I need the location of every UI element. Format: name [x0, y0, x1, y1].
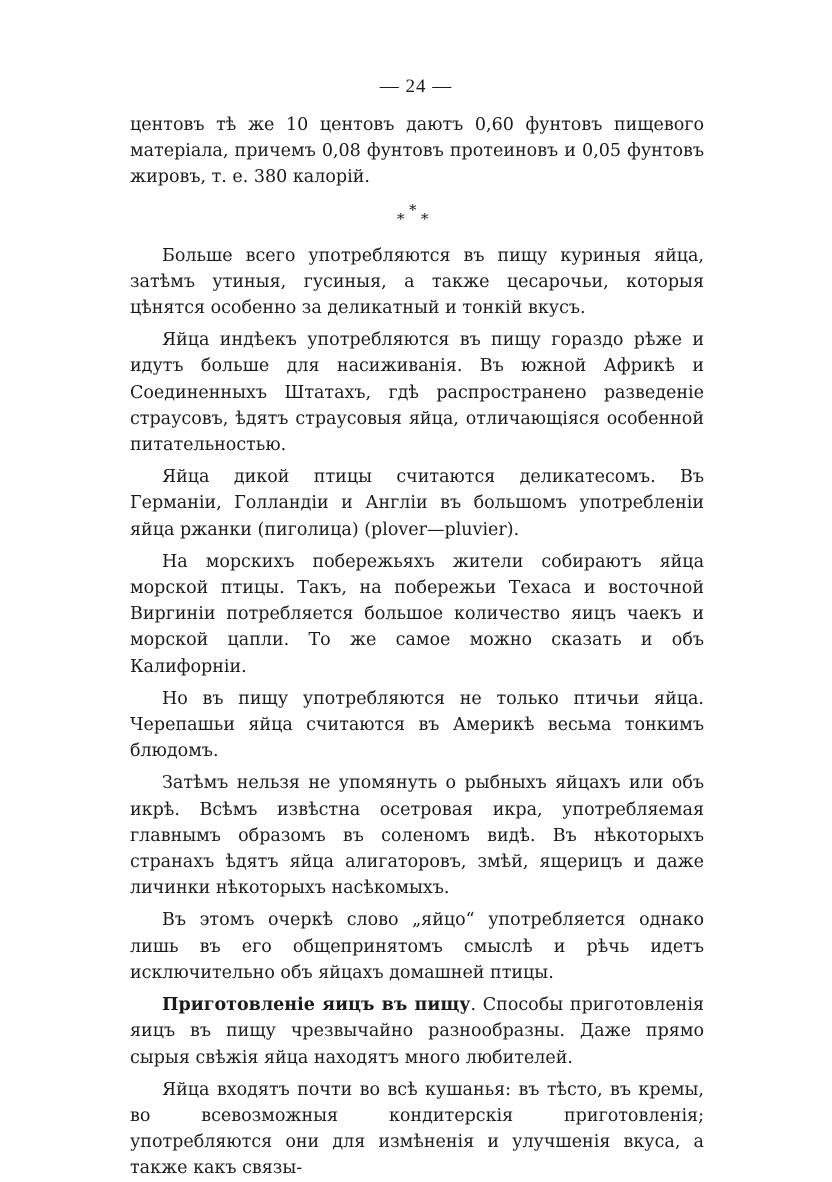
paragraph-wild-birds: Яйца дикой птицы считаются деликатесомъ. Въ Германіи, Голландіи и Англіи въ большомъ употребленіи яйца ржанки (пиголица) (plover—pluvier).	[130, 467, 704, 540]
paragraph-preparation	[130, 992, 704, 1071]
section-heading: Приготовленіе яицъ въ пищу	[162, 995, 471, 1016]
asterism-star-icon: *	[421, 209, 429, 228]
page-number: — 24 —	[379, 76, 453, 97]
asterism-star-icon: *	[409, 200, 417, 219]
paragraph-turkey-ostrich: Яйца индѣекъ употребляются въ пищу гораздо рѣже и идутъ больше для насиживанія. Въ южной Африкѣ и Соединенныхъ Штатахъ, гдѣ распространено разведеніе страусовъ, ѣдятъ страусовыя яйца, отличающіяся особенной питательностью.	[130, 330, 704, 456]
paragraph-uses: Яйца входятъ почти во всѣ кушанья: въ тѣсто, въ кремы, во всевозможныя кондитерскія приготовленія; употребляются они для измѣненія и улучшенія вкуса, а также какъ связы-	[130, 1079, 704, 1179]
paragraph-turtle-eggs: Но въ пищу употребляются не только птичьи яйца. Черепашьи яйца считаются въ Америкѣ весьма тонкимъ блюдомъ.	[130, 688, 704, 762]
paragraph-eggs-kinds: Больше всего употребляются въ пищу куриныя яйца, затѣмъ утиныя, гусиныя, а также цесарочьи, которыя цѣнятся особенно за деликатный и тонкій вкусъ.	[130, 245, 704, 319]
paragraph-continuation: центовъ тѣ же 10 центовъ даютъ 0,60 фунтовъ пищевого матеріала, причемъ 0,08 фунтовъ протеиновъ и 0,05 фунтовъ жировъ, т. е. 380 калорій.	[130, 115, 704, 188]
paragraph-fish-roe: Затѣмъ нельзя не упомянуть о рыбныхъ яйцахъ или объ икрѣ. Всѣмъ извѣстна осетровая икра, употребляемая главнымъ образомъ въ соленомъ видѣ. Въ нѣкоторыхъ странахъ ѣдятъ яйца алигаторовъ, змѣй, ящерицъ и даже личинки нѣкоторыхъ насѣкомыхъ.	[130, 773, 704, 899]
paragraph-preparation-text: . Способы приготовленія яицъ въ пищу чрезвычайно разнообразны. Даже прямо сырыя свѣжія яйца находятъ много любителей.	[130, 995, 704, 1068]
section-separator	[130, 201, 704, 231]
body-text	[130, 112, 704, 1182]
paragraph-sea-birds: На морскихъ побережьяхъ жители собираютъ яйца морской птицы. Такъ, на побережьи Техаса и восточной Виргиніи потребляется большое количество яицъ чаекъ и морской цапли. То же самое можно сказать и объ Калифорніи.	[130, 551, 704, 677]
paragraph-scope: Въ этомъ очеркѣ слово „яйцо“ употребляется однако лишь въ его общепринятомъ смыслѣ и рѣчь идетъ исключительно объ яйцахъ домашней птицы.	[130, 910, 704, 983]
asterism-star-icon: *	[397, 209, 405, 228]
